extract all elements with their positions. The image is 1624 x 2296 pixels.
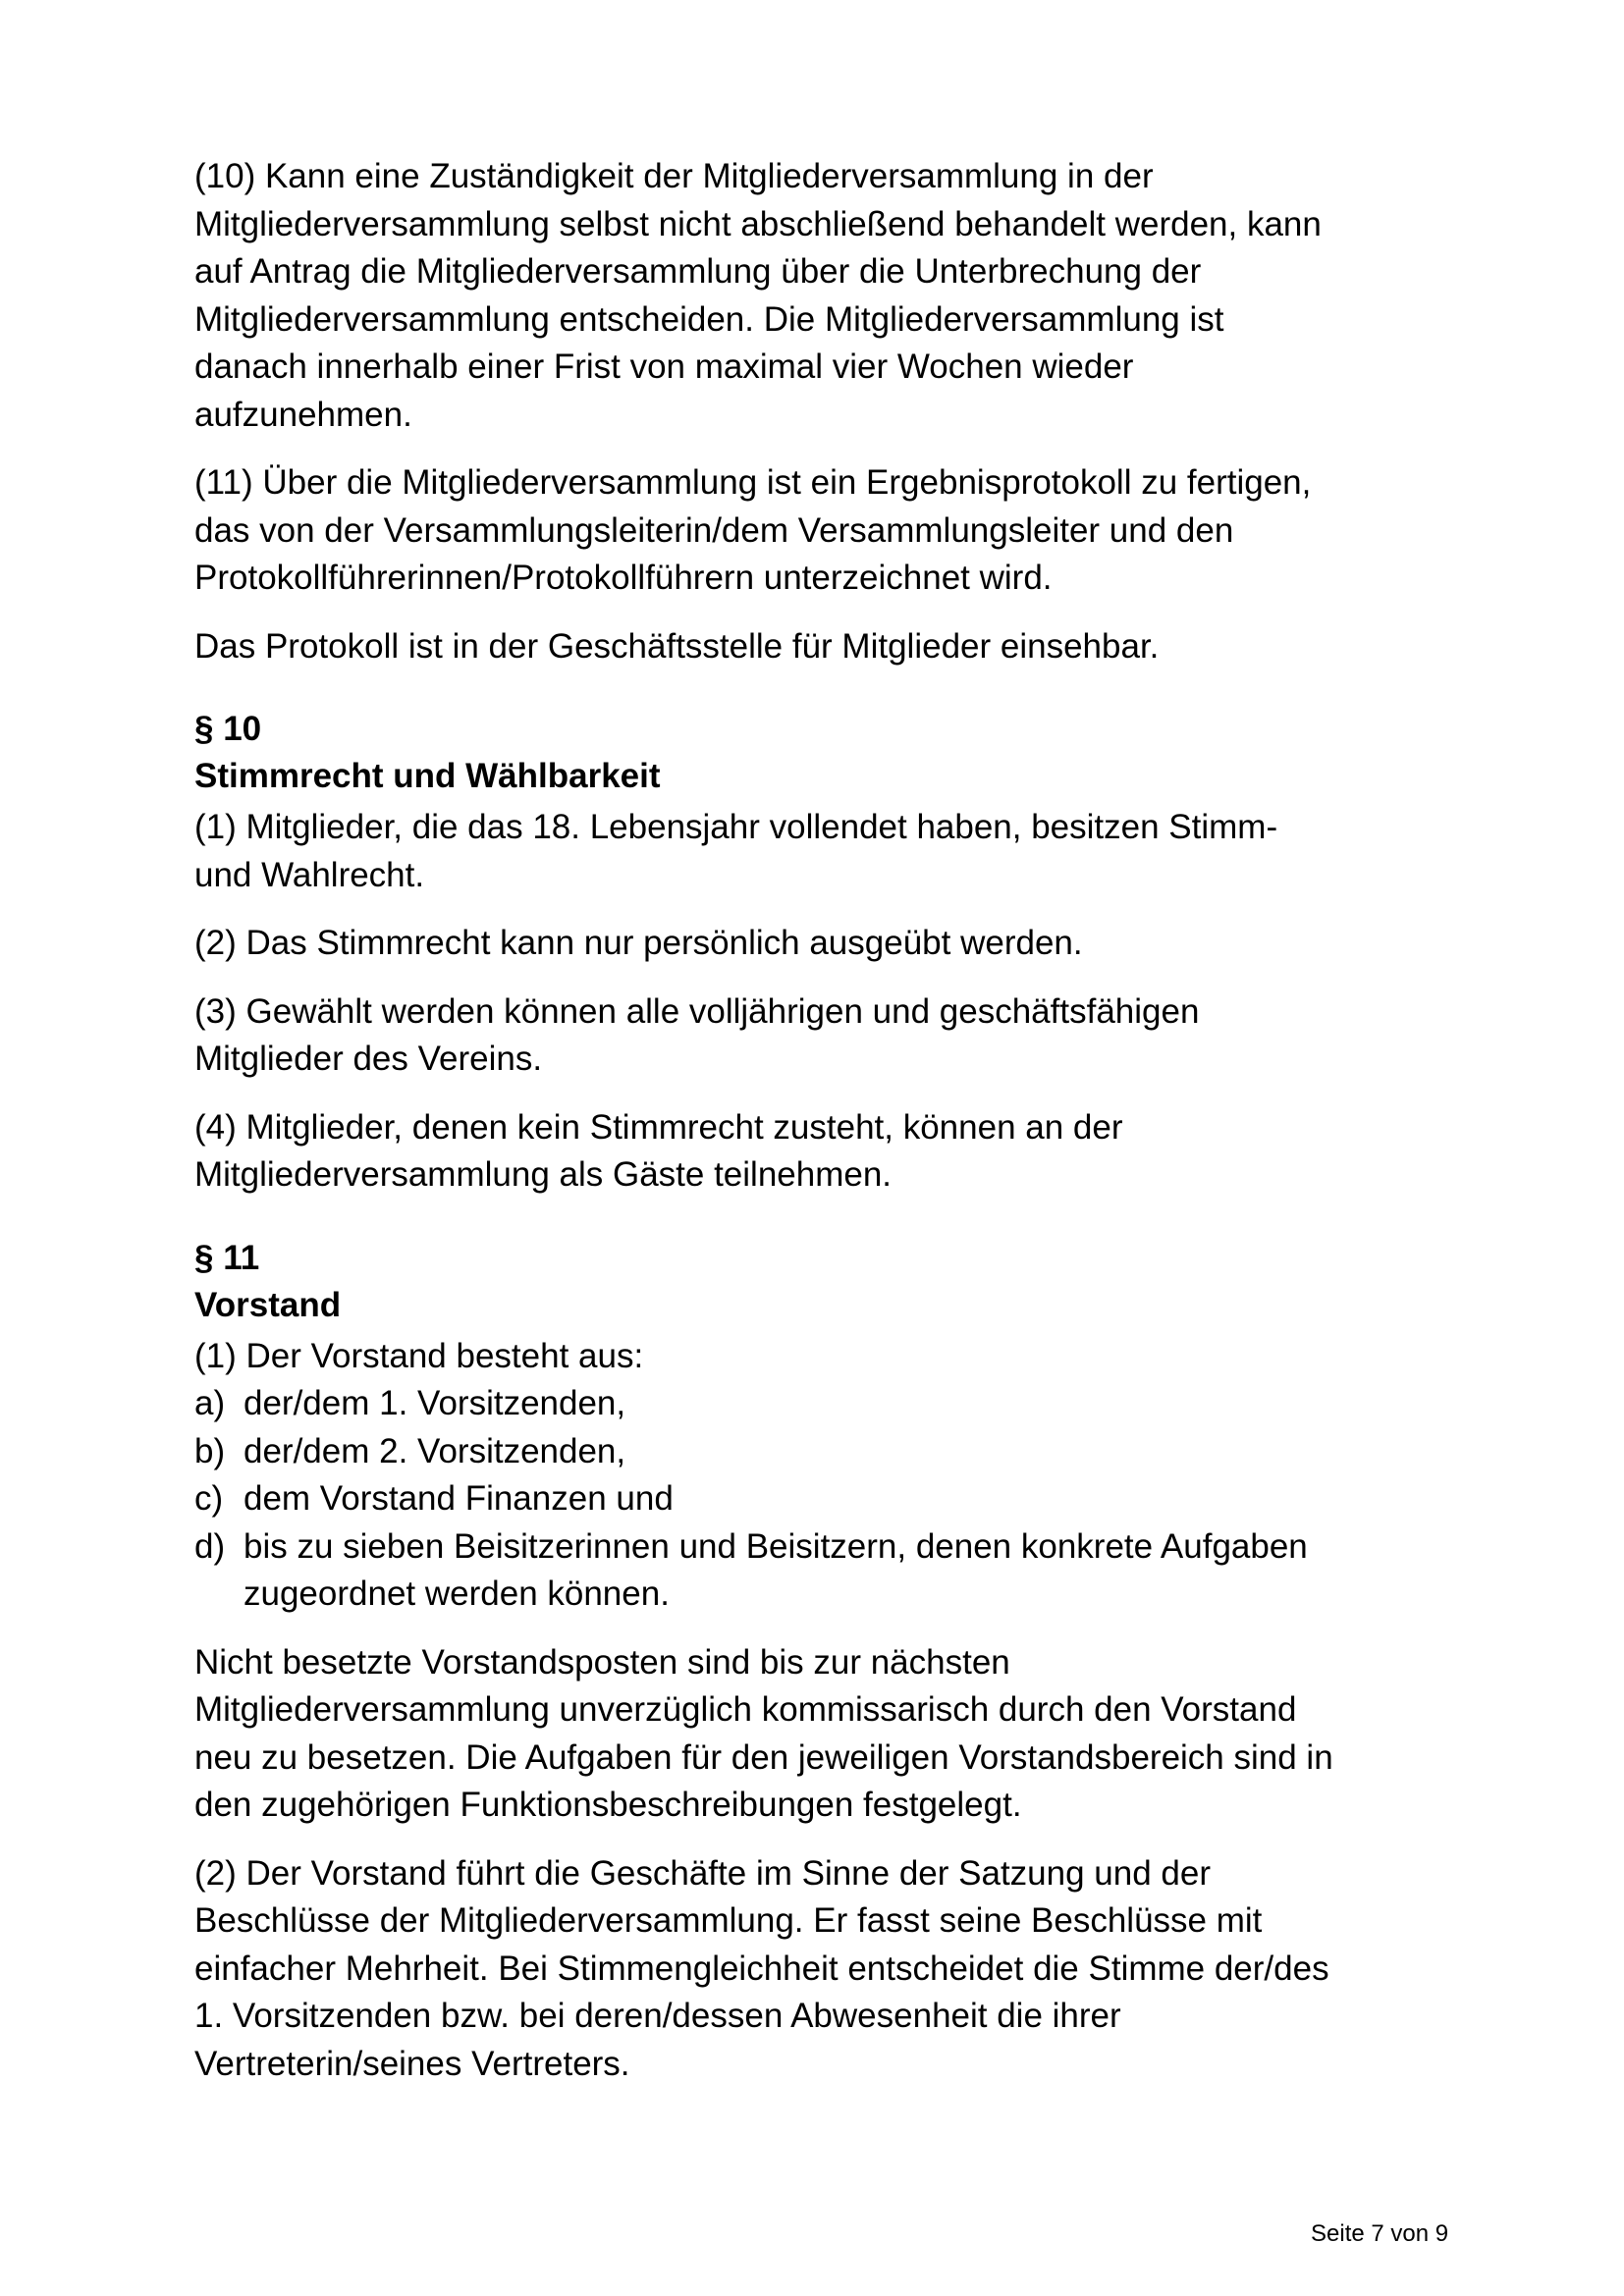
list-marker: a): [194, 1384, 226, 1422]
section-heading: [194, 706, 1490, 800]
text-line: Mitgliederversammlung als Gäste teilnehmen.: [194, 1155, 893, 1194]
text-line: (10) Kann eine Zuständigkeit der Mitgliederversammlung in der: [194, 157, 1154, 195]
paragraph: [194, 623, 1490, 671]
page-number: Seite 7 von 9: [1311, 2220, 1449, 2247]
list-item: [194, 1523, 1490, 1619]
list-item-text: [244, 1380, 625, 1428]
paragraph: [194, 804, 1490, 899]
text-line: (2) Der Vorstand führt die Geschäfte im Sinne der Satzung und der: [194, 1853, 1212, 1893]
text-line: danach innerhalb einer Frist von maximal vier Wochen wieder: [194, 347, 1134, 386]
enumerated-list: [194, 1333, 1490, 1619]
text-line: dem Vorstand Finanzen und: [244, 1479, 674, 1518]
text-line: der/dem 1. Vorsitzenden,: [244, 1384, 626, 1422]
list-marker: d): [194, 1526, 226, 1566]
document-page: [194, 153, 1490, 2109]
text-line: (1) Mitglieder, die das 18. Lebensjahr vollendet haben, besitzen Stimm-: [194, 808, 1278, 846]
text-line: der/dem 2. Vorsitzenden,: [244, 1431, 626, 1470]
section-title: Stimmrecht und Wählbarkeit: [194, 757, 661, 795]
list-marker: c): [194, 1479, 224, 1518]
paragraph: [194, 988, 1490, 1084]
list-item: [194, 1475, 1490, 1523]
list-intro: (1) Der Vorstand besteht aus:: [194, 1336, 644, 1375]
text-line: Mitgliederversammlung entscheiden. Die Mitgliederversammlung ist: [194, 299, 1224, 339]
text-line: (11) Über die Mitgliederversammlung ist ein Ergebnisprotokoll zu fertigen,: [194, 463, 1312, 502]
text-line: auf Antrag die Mitgliederversammlung über die Unterbrechung der: [194, 252, 1202, 291]
text-line: Mitgliederversammlung selbst nicht abschließend behandelt werden, kann: [194, 204, 1322, 243]
list-item-text: [244, 1523, 1308, 1619]
text-line: Nicht besetzte Vorstandsposten sind bis zur nächsten: [194, 1642, 1010, 1682]
paragraph: [194, 1104, 1490, 1200]
paragraph: [194, 1639, 1490, 1830]
paragraph: [194, 459, 1490, 603]
text-line: neu zu besetzen. Die Aufgaben für den jeweiligen Vorstandsbereich sind in: [194, 1737, 1333, 1777]
text-line: zugeordnet werden können.: [244, 1575, 670, 1613]
list-item: [194, 1380, 1490, 1428]
paragraph: [194, 920, 1490, 968]
section-number: § 11: [194, 1238, 260, 1277]
list-marker: b): [194, 1431, 226, 1470]
text-line: (2) Das Stimmrecht kann nur persönlich ausgeübt werden.: [194, 924, 1083, 962]
paragraph: [194, 1850, 1490, 2089]
list-item-text: [244, 1428, 625, 1476]
text-line: (3) Gewählt werden können alle volljährigen und geschäftsfähigen: [194, 991, 1200, 1031]
paragraph: [194, 153, 1490, 439]
text-line: Protokollführerinnen/Protokollführern unterzeichnet wird.: [194, 559, 1053, 597]
text-line: einfacher Mehrheit. Bei Stimmengleichheit entscheidet die Stimme der/des: [194, 1949, 1329, 1988]
text-line: den zugehörigen Funktionsbeschreibungen festgelegt.: [194, 1786, 1022, 1824]
text-line: Beschlüsse der Mitgliederversammlung. Er fasst seine Beschlüsse mit: [194, 1901, 1263, 1940]
section-number: § 10: [194, 710, 262, 748]
list-item-text: [244, 1475, 674, 1523]
text-line: bis zu sieben Beisitzerinnen und Beisitzern, denen konkrete Aufgaben: [244, 1526, 1308, 1566]
text-line: Mitgliederversammlung unverzüglich kommissarisch durch den Vorstand: [194, 1690, 1297, 1729]
section-title: Vorstand: [194, 1285, 342, 1324]
text-line: aufzunehmen.: [194, 395, 412, 434]
list-item: [194, 1428, 1490, 1476]
text-line: (4) Mitglieder, denen kein Stimmrecht zusteht, können an der: [194, 1107, 1123, 1147]
text-line: das von der Versammlungsleiterin/dem Versammlungsleiter und den: [194, 510, 1234, 550]
section-heading: [194, 1235, 1490, 1329]
text-line: Mitglieder des Vereins.: [194, 1040, 543, 1078]
text-line: Das Protokoll ist in der Geschäftsstelle für Mitglieder einsehbar.: [194, 626, 1160, 666]
text-line: und Wahlrecht.: [194, 855, 425, 894]
text-line: Vertreterin/seines Vertreters.: [194, 2044, 630, 2083]
text-line: 1. Vorsitzenden bzw. bei deren/dessen Abwesenheit die ihrer: [194, 1997, 1121, 2035]
